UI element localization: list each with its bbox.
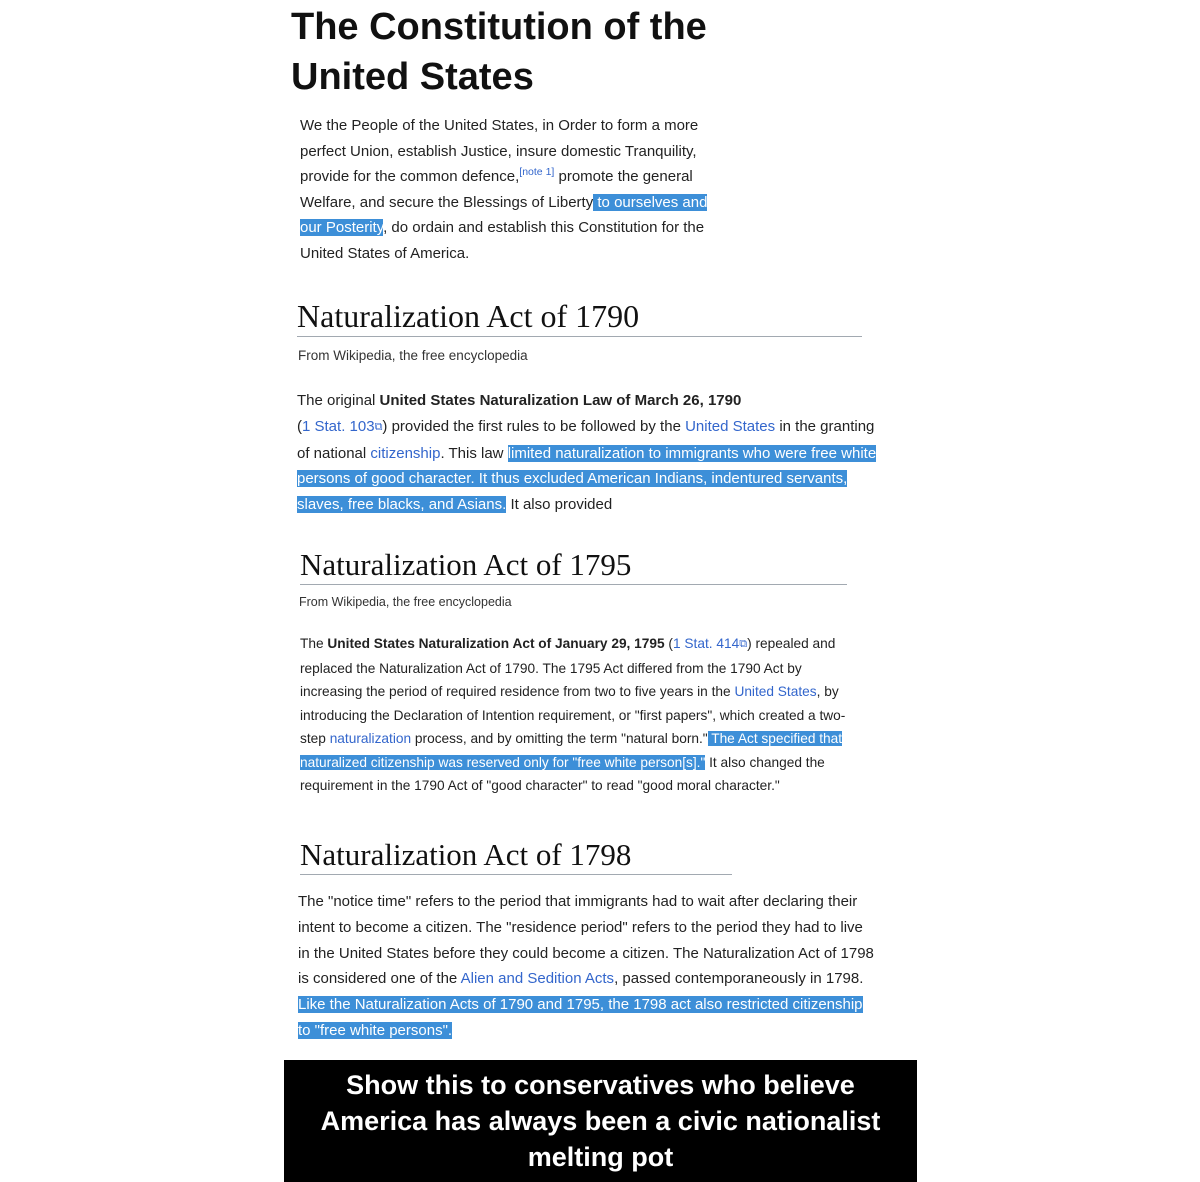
external-link-icon: ⧉ xyxy=(374,420,383,433)
act-1798-text-2: , passed contemporaneously in 1798. xyxy=(614,970,864,988)
constitution-title xyxy=(291,2,851,102)
act-1790-text-6: It also provided xyxy=(506,496,613,514)
act-1795-stat-link[interactable]: 1 Stat. 414 xyxy=(673,636,740,651)
act-1790-text-5: . This law xyxy=(440,444,508,462)
act-1795-naturalization-link[interactable]: naturalization xyxy=(329,731,412,746)
act-1790-highlight: limited naturalization to immigrants who were free white persons of good character. It thus excluded American Indians, indentured servants, slaves, free blacks, and Asians. xyxy=(297,444,877,514)
act-1795-subtitle: From Wikipedia, the free encyclopedia xyxy=(299,595,512,609)
note-1-link[interactable]: [note 1] xyxy=(519,166,555,178)
act-1790-text-2: ( xyxy=(297,417,302,435)
act-1798-heading: Naturalization Act of 1798 xyxy=(300,836,732,875)
constitution-title-line2: United States xyxy=(291,56,534,98)
act-1795-text-2: ( xyxy=(664,636,673,651)
external-link-icon: ⧉ xyxy=(739,638,748,650)
caption-banner xyxy=(284,1060,917,1182)
act-1798-alien-sedition-link[interactable]: Alien and Sedition Acts xyxy=(460,970,615,988)
caption-text: Show this to conservatives who believe America has always been a civic nationalist melting pot xyxy=(320,1070,881,1172)
act-1795-text-3: ) repealed and replaced the Naturalization Act of 1790. The 1795 Act differed from the 1790 Act by increasing the period of required residence from two to five years in the xyxy=(300,636,836,699)
act-1790-text-3: ) provided the first rules to be followed by the xyxy=(382,417,686,435)
preamble-text-1: We the People of the United States, in Order to form a more perfect Union, establish Justice, insure domestic Tranquility, provide for the common defence, xyxy=(300,117,699,185)
act-1795-highlight: The Act specified that naturalized citizenship was reserved only for "free white person[s]." xyxy=(300,731,843,770)
preamble-text-3: , do ordain and establish this Constitution for the United States of America. xyxy=(300,219,705,262)
preamble-highlight: to ourselves and our Posterity xyxy=(300,193,708,236)
act-1790-citizenship-link[interactable]: citizenship xyxy=(370,444,441,462)
act-1798-highlight: Like the Naturalization Acts of 1790 and 1795, the 1798 act also restricted citizenship to "free white persons". xyxy=(298,996,863,1039)
act-1790-subtitle: From Wikipedia, the free encyclopedia xyxy=(298,348,528,363)
act-1795-heading: Naturalization Act of 1795 xyxy=(300,546,847,585)
act-1790-bold-title: United States Naturalization Law of March 26, 1790 xyxy=(379,392,742,409)
act-1790-stat-link[interactable]: 1 Stat. 103 xyxy=(302,417,375,435)
act-1790-paragraph xyxy=(297,388,877,518)
act-1795-text-4: , by introducing the Declaration of Intention requirement, or "first papers", which created a two-step xyxy=(300,684,846,746)
act-1795-text-6: It also changed the requirement in the 1790 Act of "good character" to read "good moral character." xyxy=(300,754,825,793)
act-1795-paragraph xyxy=(300,632,860,798)
constitution-title-line1: The Constitution of the xyxy=(291,6,707,48)
act-1795-bold-title: United States Naturalization Act of January 29, 1795 xyxy=(327,636,665,651)
act-1790-heading: Naturalization Act of 1790 xyxy=(297,296,862,337)
act-1798-paragraph xyxy=(298,889,878,1044)
act-1795-us-link[interactable]: United States xyxy=(734,684,817,699)
preamble-paragraph xyxy=(300,113,730,266)
act-1790-text-4: in the granting of national xyxy=(297,417,875,462)
act-1795-text-5: process, and by omitting the term "natural born." xyxy=(411,731,708,746)
act-1790-us-link[interactable]: United States xyxy=(685,417,776,435)
act-1795-text-1: The xyxy=(300,636,328,651)
preamble-text-2: promote the general Welfare, and secure the Blessings of Liberty xyxy=(300,168,693,211)
act-1798-text-1: The "notice time" refers to the period that immigrants had to wait after declaring their intent to become a citizen. The "residence period" refers to the period they had to live in the United States before they could become a citizen. The Naturalization Act of 1798 is considered one of the xyxy=(298,893,874,988)
act-1790-text-1: The original xyxy=(297,392,380,409)
